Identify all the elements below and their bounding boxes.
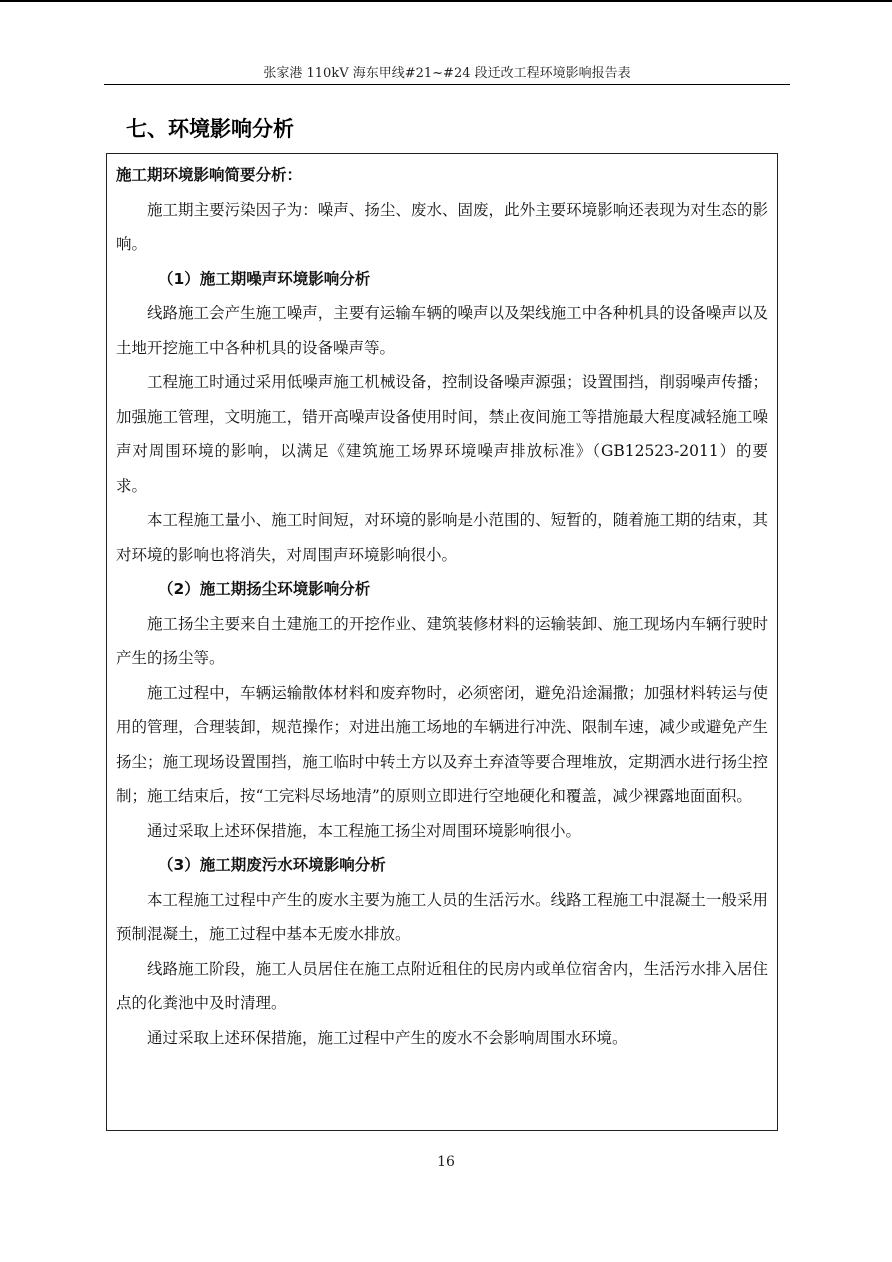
- noise-paragraph-2: 工程施工时通过采用低噪声施工机械设备，控制设备噪声源强；设置围挡，削弱噪声传播；加强施工管理，文明施工，错开高噪声设备使用时间，禁止夜间施工等措施最大程度减轻施工噪声对周围环境的影响，以满足《建筑施工场界环境噪声排放标准》（GB12523-2011）的要求。: [116, 373, 768, 495]
- dust-paragraph-1: 施工扬尘主要来自土建施工的开挖作业、建筑装修材料的运输装卸、施工现场内车辆行驶时产生的扬尘等。: [116, 614, 768, 667]
- analysis-content: [116, 158, 768, 1055]
- running-header: 张家港 110kV 海东甲线#21~#24 段迁改工程环境影响报告表: [263, 66, 631, 81]
- page-number: 16: [437, 1154, 455, 1170]
- dust-paragraph-2: 施工过程中，车辆运输散体材料和废弃物时，必须密闭，避免沿途漏撒；加强材料转运与使用的管理，合理装卸，规范操作；对进出施工场地的车辆进行冲洗、限制车速，减少或避免产生扬尘；施工现场设置围挡，施工临时中转土方以及弃土弃渣等要合理堆放，定期洒水进行扬尘控制；施工结束后，按“工完料尽场地清”的原则立即进行空地硬化和覆盖，减少裸露地面面积。: [116, 683, 768, 805]
- page-top-border: [0, 0, 892, 2]
- dust-paragraph-3: 通过采取上述环保措施，本工程施工扬尘对周围环境影响很小。: [147, 821, 582, 840]
- noise-section-heading: （1）施工期噪声环境影响分析: [158, 269, 371, 288]
- noise-paragraph-3: 本工程施工量小、施工时间短，对环境的影响是小范围的、短暂的，随着施工期的结束，其对环境的影响也将消失，对周围声环境影响很小。: [116, 511, 768, 564]
- noise-paragraph-1: 线路施工会产生施工噪声，主要有运输车辆的噪声以及架线施工中各种机具的设备噪声以及土地开挖施工中各种机具的设备噪声等。: [116, 304, 768, 357]
- wastewater-paragraph-1: 本工程施工过程中产生的废水主要为施工人员的生活污水。线路工程施工中混凝土一般采用预制混凝土，施工过程中基本无废水排放。: [116, 890, 768, 943]
- header-rule: [104, 84, 790, 85]
- wastewater-section-heading: （3）施工期废污水环境影响分析: [158, 856, 386, 874]
- wastewater-paragraph-3: 通过采取上述环保措施，施工过程中产生的废水不会影响周围水环境。: [147, 1028, 628, 1047]
- intro-paragraph: 施工期主要污染因子为：噪声、扬尘、废水、固废，此外主要环境影响还表现为对生态的影响。: [116, 200, 768, 253]
- box-title: 施工期环境影响简要分析：: [116, 166, 303, 184]
- dust-section-heading: （2）施工期扬尘环境影响分析: [158, 580, 371, 598]
- wastewater-paragraph-2: 线路施工阶段，施工人员居住在施工点附近租住的民房内或单位宿舍内，生活污水排入居住点的化粪池中及时清理。: [116, 959, 768, 1012]
- section-title: 七、环境影响分析: [126, 117, 294, 141]
